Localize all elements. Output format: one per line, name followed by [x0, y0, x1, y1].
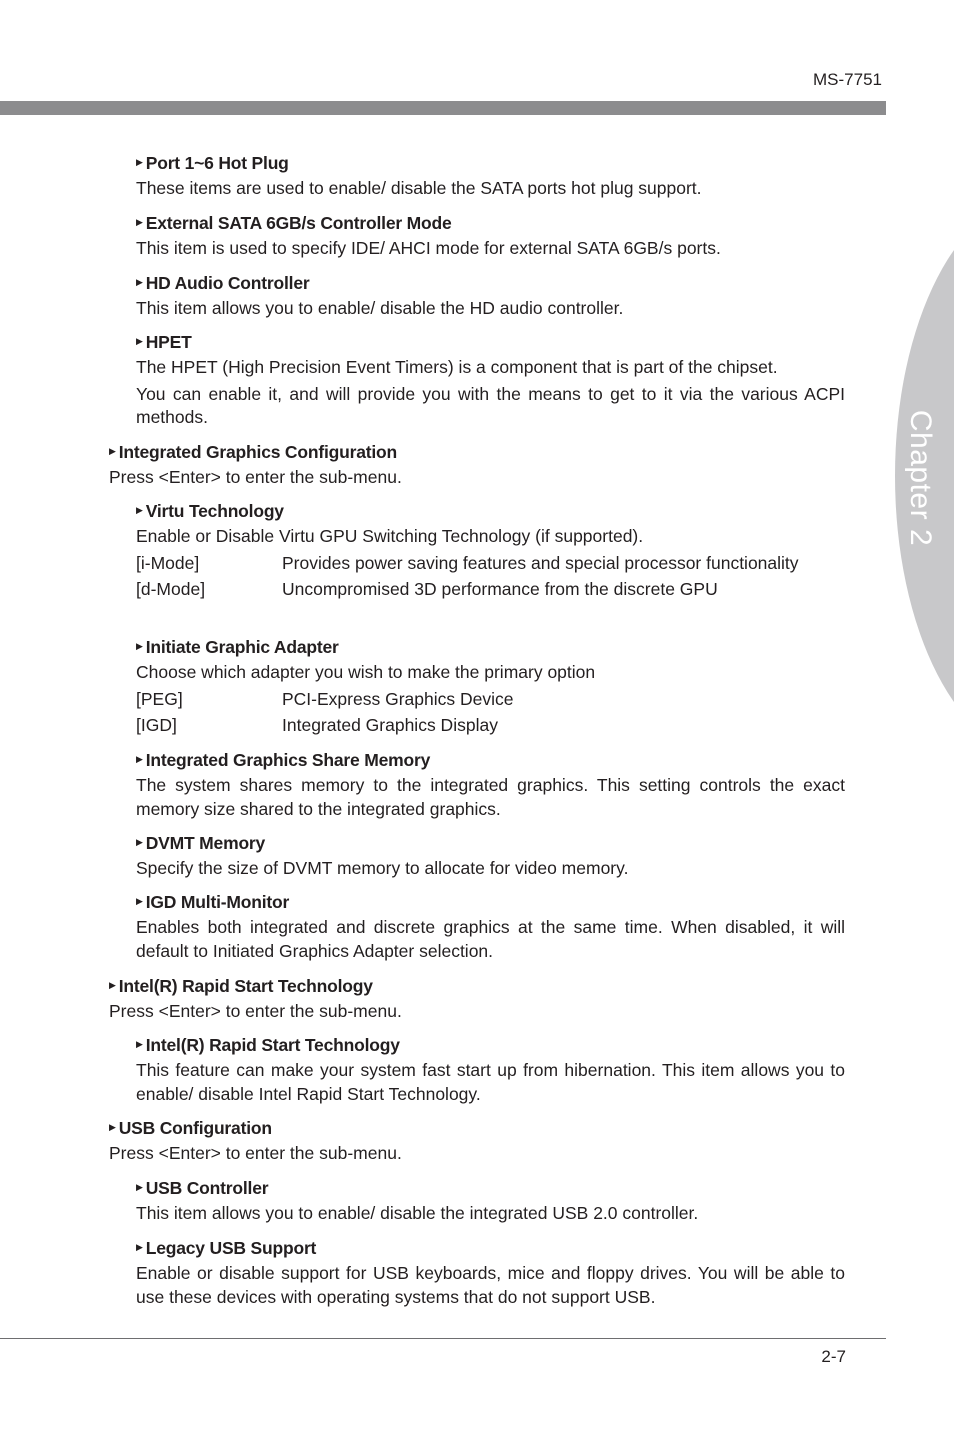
section-heading: [136, 1177, 845, 1199]
settings-section: [136, 212, 845, 261]
section-title: IGD Multi-Monitor: [145, 892, 290, 912]
triangle-bullet-icon: ▶: [136, 277, 143, 287]
section-title: Legacy USB Support: [145, 1238, 317, 1258]
section-title: Virtu Technology: [145, 501, 284, 521]
section-heading: [109, 441, 845, 463]
section-title: Port 1~6 Hot Plug: [145, 153, 289, 173]
section-description: Enable or disable support for USB keyboards, mice and floppy drives. You will be able to use these devices with operating systems that do not support USB.: [136, 1263, 845, 1307]
settings-section: [136, 272, 845, 321]
section-title: USB Configuration: [118, 1118, 272, 1138]
section-title: Integrated Graphics Configuration: [118, 442, 398, 462]
option-value: Uncompromised 3D performance from the discrete GPU: [282, 579, 718, 599]
chapter-tab-label: Chapter 2: [904, 409, 937, 547]
model-number: MS-7751: [813, 70, 882, 89]
section-heading: [136, 331, 845, 353]
triangle-bullet-icon: ▶: [136, 1242, 143, 1252]
option-value: Provides power saving features and special processor functionality: [282, 552, 799, 573]
section-title: HD Audio Controller: [145, 273, 310, 293]
section-heading: [136, 1034, 845, 1056]
option-row: [136, 578, 845, 602]
settings-section: [109, 441, 845, 490]
settings-section: [136, 832, 845, 881]
settings-section: [136, 1237, 845, 1309]
triangle-bullet-icon: ▶: [109, 980, 116, 990]
section-title: USB Controller: [145, 1178, 269, 1198]
option-key: [i-Mode]: [136, 552, 200, 573]
section-title: External SATA 6GB/s Controller Mode: [145, 213, 452, 233]
triangle-bullet-icon: ▶: [136, 157, 143, 167]
section-title: Intel(R) Rapid Start Technology: [118, 976, 373, 996]
settings-section: [136, 1177, 845, 1226]
section-description: Press <Enter> to enter the sub-menu.: [109, 1143, 402, 1163]
section-heading: [136, 749, 845, 771]
settings-section: [136, 749, 845, 821]
triangle-bullet-icon: ▶: [109, 446, 116, 456]
settings-section: [136, 331, 845, 430]
triangle-bullet-icon: ▶: [136, 336, 143, 346]
option-value: PCI-Express Graphics Device: [282, 688, 514, 709]
section-heading: [136, 891, 845, 913]
settings-section: [136, 152, 845, 201]
option-key: [d-Mode]: [136, 579, 206, 599]
settings-section: [136, 636, 845, 738]
option-key: [PEG]: [136, 688, 183, 709]
section-title: Initiate Graphic Adapter: [145, 637, 339, 657]
section-description: Specify the size of DVMT memory to allocate for video memory.: [136, 858, 629, 878]
settings-section: [136, 1034, 845, 1106]
section-description: Enable or Disable Virtu GPU Switching Technology (if supported).: [136, 526, 644, 546]
triangle-bullet-icon: ▶: [136, 641, 143, 651]
option-row: [136, 552, 845, 576]
section-description: This feature can make your system fast start up from hibernation. This item allows you to enable/ disable Intel Rapid Start Technology.: [136, 1060, 845, 1104]
header-bar: [0, 101, 886, 115]
settings-section: [136, 500, 845, 602]
triangle-bullet-icon: ▶: [136, 754, 143, 764]
triangle-bullet-icon: ▶: [136, 1182, 143, 1192]
section-description: The system shares memory to the integrated graphics. This setting controls the exact memory size shared to the integrated graphics.: [136, 775, 845, 819]
settings-section: [136, 891, 845, 963]
section-description: You can enable it, and will provide you with the means to get to it via the various ACPI methods.: [136, 383, 845, 427]
section-description: Enables both integrated and discrete graphics at the same time. When disabled, it will default to Initiated Graphics Adapter selection.: [136, 917, 845, 961]
page-number: 2-7: [821, 1347, 846, 1366]
section-heading: [136, 500, 845, 522]
triangle-bullet-icon: ▶: [109, 1122, 116, 1132]
section-heading: [109, 1117, 845, 1139]
section-description: The HPET (High Precision Event Timers) is a component that is part of the chipset.: [136, 357, 778, 377]
section-heading: [136, 832, 845, 854]
section-heading: [109, 975, 845, 997]
section-description: This item is used to specify IDE/ AHCI mode for external SATA 6GB/s ports.: [136, 238, 721, 258]
section-description: Press <Enter> to enter the sub-menu.: [109, 1001, 402, 1021]
section-description: This item allows you to enable/ disable the HD audio controller.: [136, 298, 624, 318]
section-title: DVMT Memory: [145, 833, 266, 853]
section-description: This item allows you to enable/ disable the integrated USB 2.0 controller.: [136, 1203, 699, 1223]
section-heading: [136, 272, 845, 294]
triangle-bullet-icon: ▶: [136, 217, 143, 227]
section-description: These items are used to enable/ disable the SATA ports hot plug support.: [136, 178, 702, 198]
footer-divider: [0, 1338, 886, 1339]
option-row: [136, 714, 845, 738]
triangle-bullet-icon: ▶: [136, 505, 143, 515]
section-heading: [136, 636, 845, 658]
settings-section: [109, 1117, 845, 1166]
section-heading: [136, 212, 845, 234]
section-title: Integrated Graphics Share Memory: [145, 750, 431, 770]
triangle-bullet-icon: ▶: [136, 837, 143, 847]
settings-section: [109, 975, 845, 1024]
triangle-bullet-icon: ▶: [136, 896, 143, 906]
section-title: HPET: [145, 332, 192, 352]
section-title: Intel(R) Rapid Start Technology: [145, 1035, 400, 1055]
option-key: [IGD]: [136, 715, 177, 735]
option-value: Integrated Graphics Display: [282, 715, 498, 735]
section-description: Choose which adapter you wish to make the primary option: [136, 662, 596, 682]
section-description: Press <Enter> to enter the sub-menu.: [109, 467, 402, 487]
option-row: [136, 688, 845, 712]
section-heading: [136, 1237, 845, 1259]
triangle-bullet-icon: ▶: [136, 1039, 143, 1049]
section-heading: [136, 152, 845, 174]
